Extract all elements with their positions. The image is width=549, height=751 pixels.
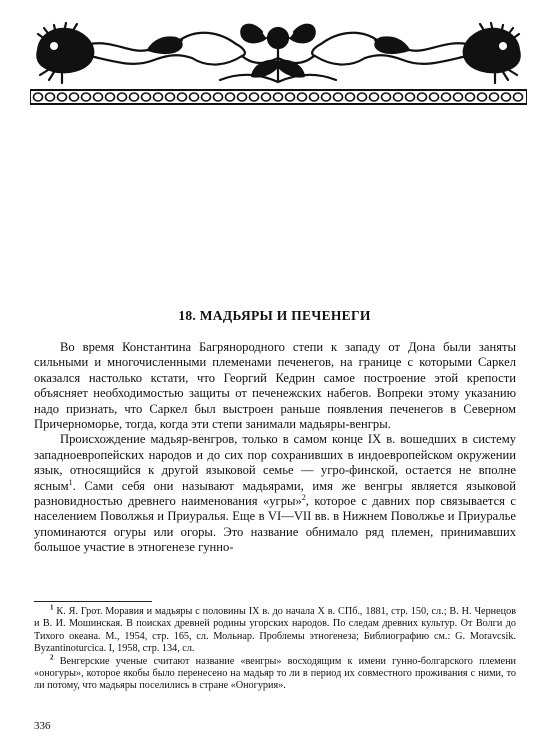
footnote-divider	[34, 601, 152, 602]
footnote-2	[34, 653, 517, 693]
page-number: 336	[34, 720, 51, 732]
paragraph-2-part-2: . Сами себя они называют мадьярами, имя же венгры является языковой разновидностью древнего наименования «угры»	[34, 478, 516, 509]
ornament-header-icon	[30, 10, 527, 106]
footnote-1-number: 1	[50, 603, 54, 612]
footnote-1	[34, 603, 517, 656]
paragraph-1: Во время Константина Багрянородного степи к западу от Дона были заняты сильными и многочисленными племенами печенегов, на границе с которыми Саркел оказался настолько кстати, что Георгий Кедрин самое построение этой крепости объясняет необходимостью защиты от печенежских набегов. Вопреки этому указанию надо признать, что Саркел был выстроен раньше появления печенегов в Северном Причерноморье, тогда, когда эти степи занимали мадьяры-венгры.	[34, 340, 516, 432]
paragraph-2	[34, 432, 516, 555]
footnote-2-number: 2	[50, 653, 54, 662]
footnotes	[34, 603, 517, 693]
footnote-ref-2[interactable]: 2	[301, 492, 306, 502]
footnote-ref-1[interactable]: 1	[68, 477, 73, 487]
body-text	[34, 340, 516, 556]
paragraph-2-part-3: , которое с давних пор связывается с населением Поволжья и Приуралья. Еще в VI—VII вв. в Нижнем Поволжье и Приуралье упоминаются огуры или огоры. Это название обнимало ряд племен, принимавших большое участие в этногенезе гунно-	[34, 494, 516, 555]
paragraph-2-part-1: Происхождение мадьяр-венгров, только в самом конце IX в. вошедших в систему западноевропейских народов и до сих пор сохранивших в индоевропейском окружении язык, относящийся к другой языковой семье — угро-финской, остается не вполне ясным	[34, 432, 516, 493]
footnote-2-text: Венгерские ученые считают название «венгры» восходящим к имени гунно-болгарского племени «оногуры», которое якобы было перенесено на мадьяр то ли в период их совместного проживания с ними, то ли потому, что мадьяры поселились в стране «Оногурия».	[34, 655, 517, 692]
chapter-title: 18. МАДЬЯРЫ И ПЕЧЕНЕГИ	[178, 308, 371, 323]
footnote-1-text: К. Я. Грот. Моравия и мадьяры с половины IX в. до начала X в. СПб., 1881, стр. 150, сл.; В. Н. Чернецов и В. И. Мошинская. В поисках древней родины угорских народов. По следам древних культур. От Волги до Тихого океана. М., 1954, стр. 165, сл. Мольнар. Проблемы этногенеза; Библиографию см.: G. Moravcsik. Byzantinoturcica. I, 1958, стр. 134, сл.	[34, 606, 517, 655]
